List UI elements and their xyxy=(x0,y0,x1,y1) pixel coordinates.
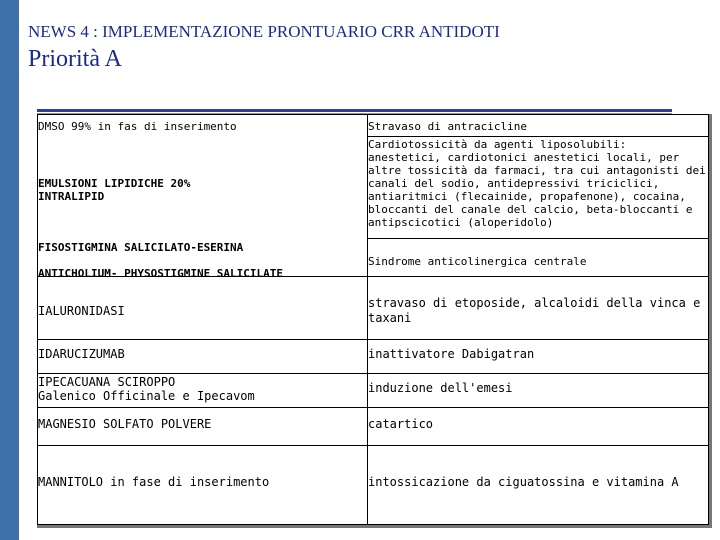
news-title: NEWS 4 : IMPLEMENTAZIONE PRONTUARIO CRR ANTIDOTI xyxy=(28,22,500,41)
antidote-cell: IPECACUANA SCIROPPO Galenico Officinale e Ipecavom xyxy=(38,375,255,403)
row-divider xyxy=(38,407,708,408)
antidote-cell: IDARUCIZUMAB xyxy=(38,347,125,361)
indication-cell: induzione dell'emesi xyxy=(368,381,513,395)
table-shadow-bottom xyxy=(37,525,712,528)
indication-cell: inattivatore Dabigatran xyxy=(368,347,535,361)
indication-cell: Stravaso di antracicline xyxy=(368,120,527,133)
antidote-cell-alt: ANTICHOLIUM- PHYSOSTIGMINE SALICILATE xyxy=(38,267,284,280)
row-divider xyxy=(38,445,708,446)
indication-cell: Sindrome anticolinergica centrale xyxy=(368,255,587,268)
row-divider xyxy=(38,339,708,340)
indication-cell: Cardiotossicità da agenti liposolubili: anestetici, cardiotonici anestetici locali, per altre tossicità da farmaci, tra cui antagonisti dei canali del sodio, antidepressivi triciclici, antiaritmici (flecainide, propafenone), cocaina, bloccanti del canale del calcio, beta-bloccanti e antipscicotici (aloperidolo) xyxy=(368,138,706,229)
row-divider xyxy=(367,238,709,239)
indication-cell: intossicazione da ciguatossina e vitamina A xyxy=(368,475,679,489)
table-shadow-right xyxy=(709,114,712,525)
indication-cell: catartico xyxy=(368,417,434,431)
row-divider xyxy=(38,373,708,374)
left-accent-bar xyxy=(0,0,19,540)
antidotes-table xyxy=(37,114,709,525)
indication-cell: stravaso di etoposide, alcaloidi della vinca e taxani xyxy=(368,296,701,325)
antidote-cell: DMSO 99% in fas di inserimento xyxy=(38,120,237,133)
antidote-cell: MAGNESIO SOLFATO POLVERE xyxy=(38,417,212,431)
antidote-cell: IALURONIDASI xyxy=(38,304,125,318)
antidote-cell: FISOSTIGMINA SALICILATO-ESERINA xyxy=(38,241,244,254)
antidote-cell: MANNITOLO in fase di inserimento xyxy=(38,475,270,489)
row-divider xyxy=(367,136,709,137)
priority-heading: Priorità A xyxy=(28,46,122,72)
top-rule xyxy=(37,109,672,112)
antidote-cell: EMULSIONI LIPIDICHE 20% INTRALIPID xyxy=(38,177,191,203)
